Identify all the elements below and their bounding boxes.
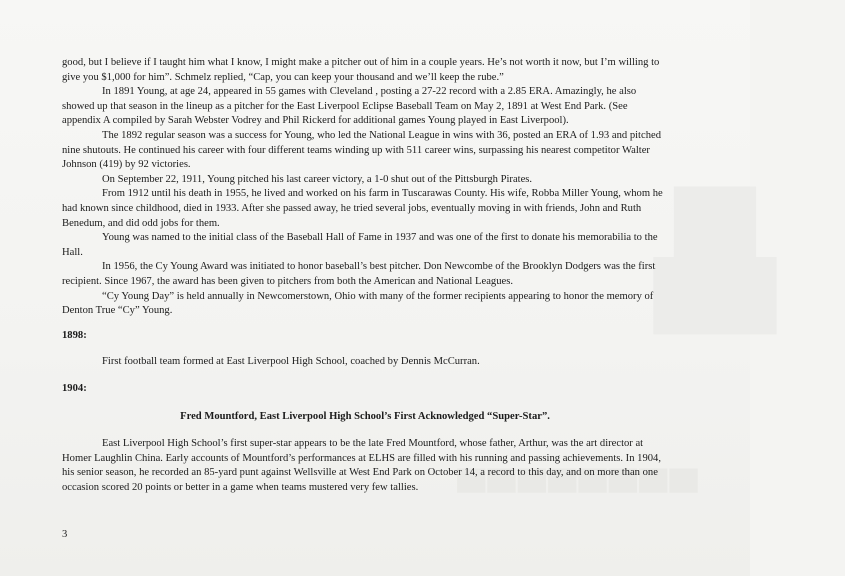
paragraph-last-victory: On September 22, 1911, Young pitched his last career victory, a 1-0 shut out of the Pittsburgh Pirates. (102, 173, 533, 185)
paragraph-cy-young-award: In 1956, the Cy Young Award was initiated to honor baseball’s best pitcher. Don Newcombe of the Brooklyn Dodgers was the first recipient. Since 1967, the award has been given to pitchers from both the American and National Leagues. (62, 261, 656, 287)
section-heading-1898: 1898: (62, 329, 87, 341)
section-body-1898: First football team formed at East Liverpool High School, coached by Dennis McCurran. (102, 356, 480, 368)
section-heading-1904: 1904: (62, 382, 87, 394)
paragraph-1892-season: The 1892 regular season was a success for Young, who led the National League in wins with 36, posted an ERA of 1.93 and pitched nine shutouts. He continued his career with four different teams winding up with 511 career wins, surpassing his nearest competitor Walter Johnson (419) by 92 victories. (62, 129, 662, 171)
page-number: 3 (62, 529, 68, 540)
section-title-1904: Fred Mountford, East Liverpool High School’s First Acknowledged “Super-Star”. (180, 411, 550, 423)
paragraph-hall-of-fame: Young was named to the initial class of the Baseball Hall of Fame in 1937 and was one of the first to donate his memorabilia to the Hall. (62, 232, 658, 258)
bleed-through-mark-bottom: ▀▀▀▀▀▀▀▀ (455, 470, 698, 514)
paragraph-cy-young-day: “Cy Young Day” is held annually in Newcomerstown, Ohio with many of the former recipients appearing to honor the memory of Denton True “Cy” Young. (62, 290, 654, 317)
paragraph-later-life: From 1912 until his death in 1955, he lived and worked on his farm in Tuscarawas County. His wife, Robba Miller Young, whom he had known since childhood, died in 1933. After she passed away, he tried several jobs, eventually moving in with friends, John and Ruth Benedum, and did odd jobs for them. (62, 188, 663, 229)
document-body (62, 56, 668, 495)
bleed-through-mark: ██ ███ (653, 187, 777, 330)
paragraph-continued: good, but I believe if I taught him what I know, I might make a pitcher out of him in a couple years. He’s not worth it now, but I’m willing to give you $1,000 for him”. Schmelz replied, “Cap, you can keep your thousand and we’ll keep the rube.” (62, 57, 660, 83)
paragraph-1891-season: In 1891 Young, at age 24, appeared in 55 games with Cleveland , posting a 27-22 record with a 2.85 ERA. Amazingly, he also showed up that season in the lineup as a pitcher for the East Liverpool Eclipse Baseball Team on May 2, 1891 at West End Park. (See appendix A compiled by Sarah Webster Vodrey and Phil Rickerd for additional games Young played in East Liverpool). (62, 86, 637, 127)
section-body-1904: East Liverpool High School’s first super-star appears to be the late Fred Mountford, whose father, Arthur, was the art director at Homer Laughlin China. Early accounts of Mountford’s performances at ELHS are filled with his running and passing achievements. In 1904, his senior season, he recorded an 85-yard punt against Wellsville at West End Park on October 14, a record to this day, and on more than one occasion scored 20 points or better in a game when teams mustered very few tallies. (62, 438, 661, 493)
